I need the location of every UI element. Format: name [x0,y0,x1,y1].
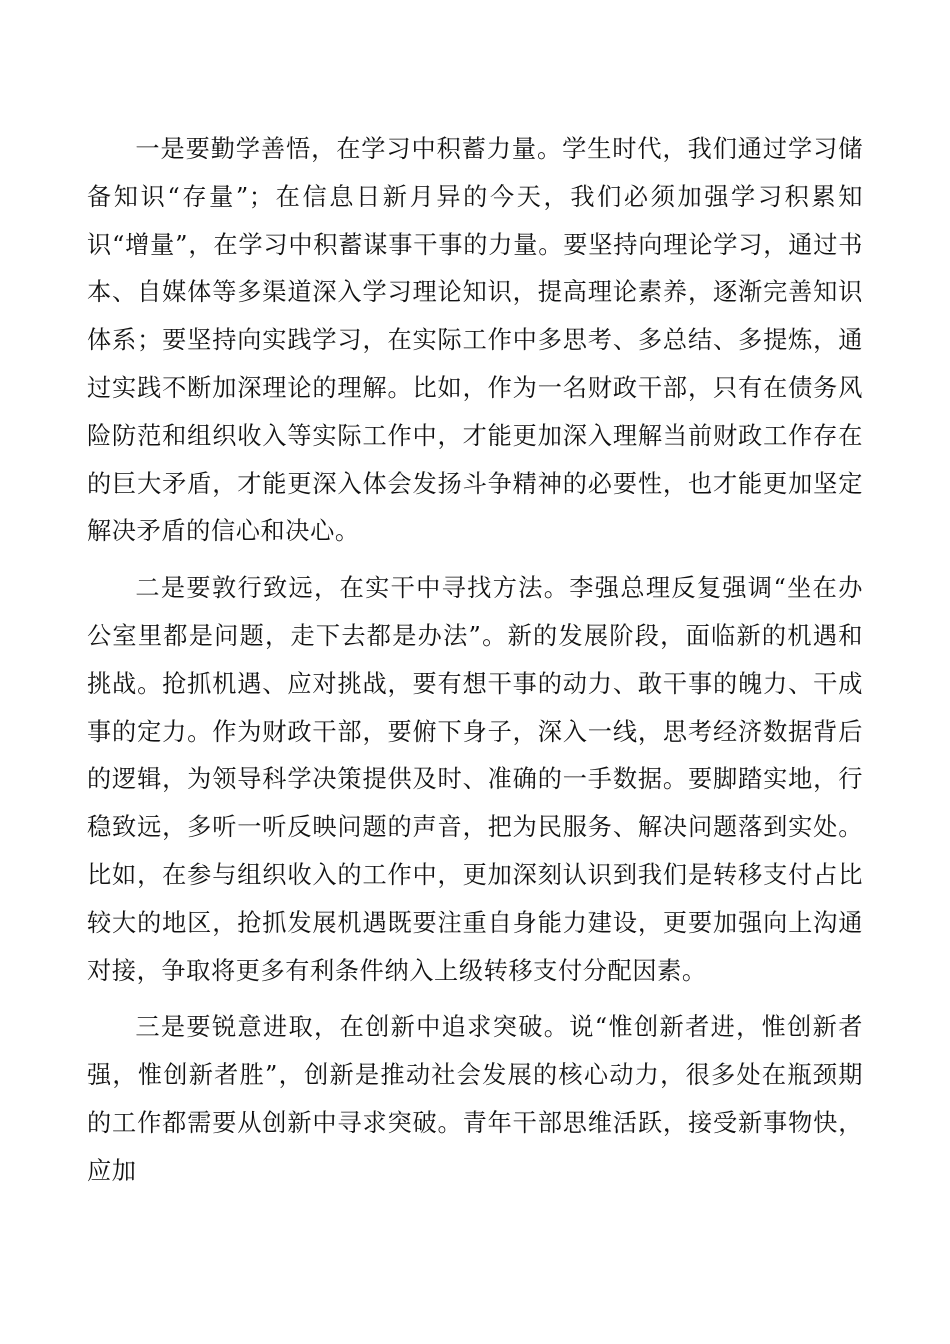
paragraph-1: 一是要勤学善悟，在学习中积蓄力量。学生时代，我们通过学习储备知识“存量”；在信息日新月异的今天，我们必须加强学习积累知识“增量”，在学习中积蓄谋事干事的力量。要坚持向理论学习，通过书本、自媒体等多渠道深入学习理论知识，提高理论素养，逐渐完善知识体系；要坚持向实践学习，在实际工作中多思考、多总结、多提炼，通过实践不断加深理论的理解。比如，作为一名财政干部，只有在债务风险防范和组织收入等实际工作中，才能更加深入理解当前财政工作存在的巨大矛盾，才能更深入体会发扬斗争精神的必要性，也才能更加坚定解决矛盾的信心和决心。 [87,135,863,546]
paragraph-2: 二是要敦行致远，在实干中寻找方法。李强总理反复强调“坐在办公室里都是问题，走下去都是办法”。新的发展阶段，面临新的机遇和挑战。抢抓机遇、应对挑战，要有想干事的动力、敢干事的魄力、干成事的定力。作为财政干部，要俯下身子，深入一线，思考经济数据背后的逻辑，为领导科学决策提供及时、准确的一手数据。要脚踏实地，行稳致远，多听一听反映问题的声音，把为民服务、解决问题落到实处。比如，在参与组织收入的工作中，更加深刻认识到我们是转移支付占比较大的地区，抢抓发展机遇既要注重自身能力建设，更要加强向上沟通对接，争取将更多有利条件纳入上级转移支付分配因素。 [87,574,863,985]
paragraph-3: 三是要锐意进取，在创新中追求突破。说“惟创新者进，惟创新者强，惟创新者胜”，创新是推动社会发展的核心动力，很多处在瓶颈期的工作都需要从创新中寻求突破。青年干部思维活跃，接受新事物快，应加 [87,1013,863,1185]
document-page [87,126,863,1196]
